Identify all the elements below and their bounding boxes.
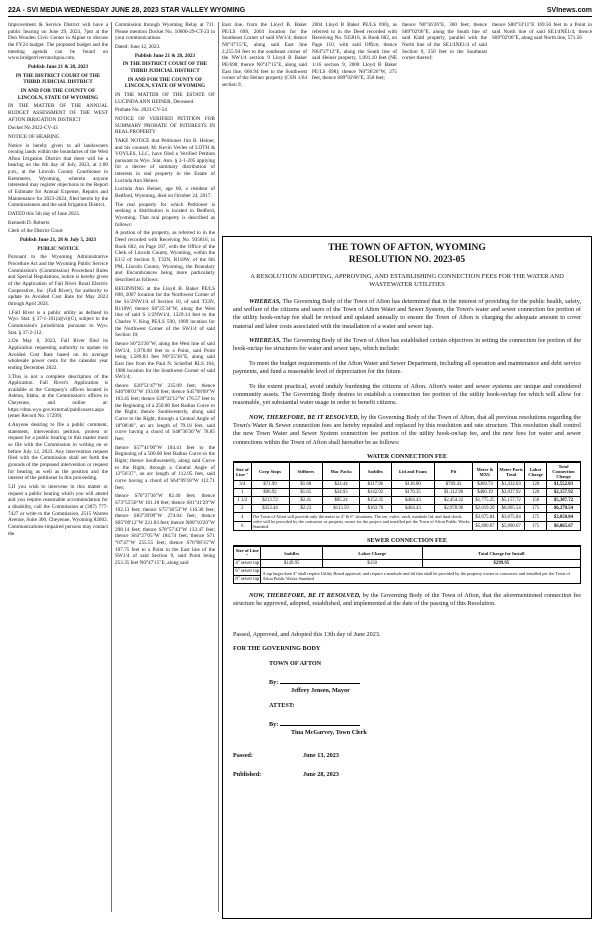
passed-date: June 13, 2023 [303,752,339,760]
legal-paragraph: Notice is hereby given to all landowners owning lands within the boundaries of the West Afton Irrigation District that there will be a hearing on the 6th day of July, 2023, at 1:00 p.m., at the Lincoln County Courthouse in Kemmerer, Wyoming, wherein anyone interested may register objections to the Report of Estimate for Annual Expense, Repairs and Maintenance for 2023-2024, filed herein by the Commissioners and the said Irrigation District. [8,142,108,209]
whereas-lead: WHEREAS, [249,337,281,345]
table-cell: $1.68 [289,481,323,489]
table-cell: $5,890.67 [498,522,525,531]
column-header: Pit [435,463,473,481]
legal-paragraph: A portion of the property, as referred to in the Deed recorded with Receiving No. 935816, in Book 682, on Page 107, with the Office of the Clerk of Lincoln County, Wyoming, within the E1/2 of Section 9, T33N, R118W, of the 6th PM, Lincoln County, Wyoming, the Boundary and Encumbrances being more particularly described as follows: [115,230,215,283]
legal-paragraph: 1.Fall River is a public utility as defined in Wyo. Stat. § 37-1-101(a)(vi)(C), subject to the Commission's jurisdiction pursuant to Wyo. Stat. § 37-2-112. [8,309,108,336]
whereas-paragraph-1 [233,298,581,331]
table-cell: 8" sewer tap [235,577,260,583]
objective-2: To the extent practical, avoid unduly burdening the citizens of Afton. Afton's water and sewer systems are unique and considered community assets. The Governing Body desires to establish a connection fee portion of the utility hook-on/tap fee which will allow for reasonable, yet substantial water usage in order to benefit citizens. [233,382,581,407]
resolution-title-number: RESOLUTION NO. 2023-05 [348,254,466,265]
table-cell: 175 [525,513,547,522]
table-cell: 120 [525,489,547,497]
table-cell: 175 [525,522,547,531]
table-cell: $353.44 [251,505,289,513]
column-divider [111,22,112,912]
table-cell: $213.72 [251,497,289,505]
mayor-signature-line [269,675,581,688]
legal-column-1 [8,22,108,912]
legal-paragraph: thence S57°41'00"W 104.41 feet to the Beginning of a 500.00 feet Radius Curve to the Right; thence Southwesterly, along said Curve to the Right, through a Central Angle of 12°56'37", an arc length of 112.95 feet, said curve having a chord of S64°09'18"W 112.71 feet; [115,444,215,491]
legal-paragraph: Kenneth D. Roberts [8,219,50,226]
published-row [233,771,581,780]
sewer-table-header [234,547,581,560]
table-cell: 4" sewer tap [235,561,260,567]
legal-paragraph: Publish June 21 & 28, 2023 [134,52,196,59]
legal-paragraph: NOTICE OF VERIFIED PETITION FOR SUMMARY PROBATE OF INTERESTS IN REAL PROPERTY [115,115,215,136]
table-cell: $1.65 [289,489,323,497]
column-header: Meter Parts Total [498,463,525,481]
column-header: Labor Charge [525,463,547,481]
legal-paragraph: Publish June 21 & 28, 2023 [27,63,89,70]
column-header: Saddles [261,547,322,560]
table-cell: $3,850.84 [546,513,580,522]
legal-paragraph: IN AND FOR THE COUNTY OF LINCOLN, STATE OF WYOMING [124,76,206,90]
header-left: 22A - SVI MEDIA WEDNESDAY JUNE 28, 2023 STAR VALLEY WYOMING [8,6,246,14]
legal-column-4: 2004 Lloyd B Baker PE/LS 690), as referred to in the Deed recorded with Receiving No. 935816, in Book 682, on Page 110, with said Office; thence N64°27'12"E, along the South line of said Heiner property, 1,091.10 feet (NE 1/16 section 9, 2008 Lloyd B Baker PE/LS 698); thence N0°36'26"W, 275 feet, thence S89°02'06"E, 350 feet; [312,22,397,82]
table-cell: $6,095.54 [498,505,525,513]
legal-paragraph: thence S28°51'47"W 235.09 feet; thence S40°08'03"W 193.00 feet; thence S45°08'09"W 103.45 feet; thence S39°32'12"W 176.57 feet to the Beginning of a 250.00 feet Radius Curve to the Right; thence Southwesterly, along said Curve to the Right, through a Central Angle of 18°08'48", an arc length of 79.18 feet, said curve having a chord of S48°36'36"W 78.85 feet; [115,382,215,443]
table-cell: $2,454.32 [435,497,473,505]
legal-paragraph: Lucinda Ann Heiner, age 60, a resident of Bedford, Wyoming, died on October 24, 2017. [115,186,215,200]
legal-paragraph: Docket No 2022-CV-43 [8,125,58,132]
column-header: Labor Charge [322,547,422,560]
table-cell: $6,065.67 [546,522,580,531]
legal-paragraph: IN THE MATTER OF THE ESTATE OF LUCINDA ANN HEINER, Deceased. [115,91,215,105]
attest-label: ATTEST: [269,702,295,710]
signature-line [280,675,360,684]
column-header: Size of Line " [234,547,261,560]
legal-paragraph: 3.This is not a complete description of the Application. Fall River's Application is available at the Company's offices located in Ashton, Idaho, at the Commission's offices in Cheyenne, and online at: https://dms.wyo.gov/external/publicusers.aspx (enter Record No. 17299). [8,373,108,420]
column-header: Total Charge for Install [422,547,580,560]
legal-paragraph: Pursuant to the Wyoming Administrative Procedure Act and the Wyoming Public Service Commission's (Commission) Procedural Rules and Special Regulations, notice is hereby given of the Application of Fall River Rural Electric Cooperative, Inc. (Fall River), for authority to update its Avoided Cost Rate for May 2023 through April 2024. [8,254,108,307]
table-row [234,481,581,489]
legal-column-2 [115,22,215,912]
sewer-fee-table [233,546,581,584]
table-cell: $34.93 [323,489,360,497]
resolved-lead: NOW, THEREFORE, BE IT RESOLVED, [249,413,360,421]
table-cell: 150 [525,497,547,505]
table-cell: $5,890.67 [472,522,497,531]
whereas-text: The Governing Body of the Town of Afton has determined that in the interest of providing for the public health, safety, and welfare of the citizens and users of the Town of Afton Water and Sewer System, the Town's water and sewer connection fee portion of the utility hook-on/tap fee shall be revised and updated annually to ensure the Town of Afton is charging the adequate amount to cover material and labor costs associated with the installation of a water and sewer tap. [233,297,581,330]
water-table-header [234,463,581,481]
legal-paragraph: BEGINNING at the Lloyd B. Baker PE/LS 698, 2007 location for the Northwest Corner of the S1/2NW1/4 of Section 10, of said T33N, R118W; thence S0°25'34"W, along the West line of said S 1/2NW1/4, 1329.14 feet to the Charles V. King PE/LS 590, 1989 location for the Northwest Corner of the SW1/4 of said Section 10; [115,285,215,339]
table-cell: $1,552.03 [546,481,580,489]
legal-paragraph: 2.On May 8, 2023, Fall River filed its Application requesting authority to update its Avoided Cost Rate based on its average wholesale power costs for the calendar year ending December 2022. [8,338,108,371]
passed-row [233,752,581,761]
table-cell: 1 1/2 [234,497,252,505]
water-fee-table [233,462,581,531]
legal-paragraph: IN THE DISTRICT COURT OF THE THIRD JUDICIAL DISTRICT [15,72,101,86]
table-cell: $5,307.72 [546,497,580,505]
header-rule [8,16,592,17]
signature-block [233,631,581,780]
clerk-signature-line [269,717,581,730]
table-cell: 6" sewer tap [235,569,260,575]
resolution-title [233,243,581,267]
legal-column-6: thence S80°33'11"E 169.50 feet to a Point in said North line of said SE1/4NE1/4; thence S89°02'06"E, along said North line, 571.56 [492,22,592,42]
resolved-lead: NOW, THEREFORE, BE IT RESOLVED, [249,592,361,600]
table-cell: $3,675.84 [472,513,497,522]
table-cell: $136.80 [391,481,435,489]
table-cell: $2,019.20 [472,505,497,513]
published-date: June 28, 2023 [303,770,339,778]
table-cell: $2.41 [289,497,323,505]
table-row [234,497,581,505]
resolution-subtitle: A RESOLUTION ADOPTING, APPROVING, AND ESTABLISHING CONNECTION FEES FOR THE WATER AND WASTEWATER UTILITIES [250,272,564,289]
governing-body-label: FOR THE GOVERNING BODY [233,645,321,653]
whereas-lead: WHEREAS, [249,297,281,305]
resolution-box [222,236,592,919]
legal-paragraph: TAKE NOTICE that Petitioner Jim R. Heiner, and his counsel, M. Kevin Vevles of LOTH & VOYLES, LLC, have filed a Verified Petition pursuant to Wyo. Stat. Ann. § 2-1-205 applying for a decree of summary distribution of interests in real property in the Estate of Lucinda Ann Heiner. [115,137,215,184]
legal-paragraph: 5.If you wish to intervene in this matter or request a public hearing which you will attend and you require reasonable accommodation for a disability, call the Commission at (307) 777-7427 or write to the Commission, 2515 Warren Avenue, Suite 300, Cheyenne, Wyoming 82002. Communications-impaired persons may contact the [8,484,108,537]
by-label: By: [269,720,279,728]
table-cell: 2 [234,505,252,513]
table-cell: $464.43 [391,505,435,513]
resolved-paragraph-1 [233,414,581,447]
whereas-text: The Governing Body of the Town of Afton has established certain objectives in setting the connection fee portion of the hook-on/tap fee structures for water and sewer taps, which include: [233,337,581,353]
resolution-title-town: THE TOWN OF AFTON, WYOMING [328,243,486,253]
column-divider [218,22,219,912]
legal-paragraph: Clerk of the District Court [8,228,63,235]
legal-paragraph: DATED this 5th day of June 2023. [8,211,80,218]
column-header: Saddles [360,463,391,481]
clerk-name: Tina McGarvey, Town Clerk [291,729,367,737]
table-cell: $6,270.54 [546,505,580,513]
town-label: TOWN OF AFTON [269,660,322,668]
table-cell: $96.92 [251,489,289,497]
legal-paragraph: IN THE MATTER OF THE ANNUAL BUDGET ASSESSMENT OF THE WEST AFTON IRRIGATION DISTRICT [8,103,108,123]
legal-paragraph: Dated: June 12, 2023. [115,43,161,50]
table-cell: $24.44 [323,481,360,489]
page-header [8,4,592,16]
column-header: Corp Stops [251,463,289,481]
legal-paragraph: IN AND FOR THE COUNTY OF LINCOLN, STATE OF WYOMING [17,87,99,101]
table-cell: $3,675.84 [498,513,525,522]
signature-line [280,717,360,726]
legal-column-3: East line, from the Lloyd B. Baker PE/LS 698, 2003 location for the Southeast Corner of said SW1/4; thence N0°47'15"E, along said East line 2,255.94 feet to the southeast corner of the NW1/4 section 9 Lloyd B Baker PE/698, thence N0°47'15"E, along said East line, 666.94 feet to the Southwest corner of the Heiner property (CSN 1/64 section 9, [222,22,307,88]
table-row [234,505,581,513]
legal-paragraph: 4.Anyone desiring to file a public comment, statement, intervention petition, protest or request for a public hearing in this matter must so file with the Commission in writing on or before July 12, 2023. Any intervention request filed with the Commission shall set forth the grounds of the proposed intervention or request for hearing as well as the position and the interest of the petitioner in this proceeding. [8,422,108,482]
legal-paragraph: The real property for which Petitioner is seeking a distribution is located in Bedford, Wyoming. That real property is described as follows: [115,201,215,228]
table-cell: $150 [322,560,422,568]
table-cell: $1,112.96 [435,489,473,497]
table-cell: $95.24 [323,497,360,505]
objective-1: To meet the budget requirements of the Afton Water and Sewer Department, including all operation and maintenance and debt service payments, and fund a reasonable level of depreciation for the future. [233,359,581,376]
table-cell: $149.95 [261,560,322,568]
whereas-paragraph-2 [233,337,581,354]
legal-column-5: thence N0°36'26"E, 300 feet; thence S89°02'06"E, along the South line of said Kidd property, parallel with the North line of the SE1/4NE1/4 of said Section 9, 250 feet to the Southeast corner thereof; [402,22,487,62]
table-row [234,513,581,522]
resolved-text: by the Governing Body of the Town of Afton, that the aforementioned connection fee structure be approved, adopted, established, and implemented at the date of the passing of this Resolution. [233,592,581,608]
table-cell: $369.73 [472,481,497,489]
column-header: Meter & MXU [472,463,497,481]
table-row [234,560,581,568]
table-cell: $170.35 [391,489,435,497]
table-row [234,568,581,576]
table-cell: 1 [234,489,252,497]
resolved-paragraph-2 [233,592,581,609]
water-fee-caption: WATER CONNECTION FEE [233,453,581,462]
legal-paragraph: NOTICE OF HEARING [8,133,60,140]
table-cell: 3/4 [234,481,252,489]
header-right: SVInews.com [546,6,592,14]
legal-paragraph: IN THE DISTRICT COURT OF THE THIRD JUDICIAL DISTRICT [122,61,208,74]
adopted-line: Passed, Approved, and Adopted this 13th day of June 2023. [233,630,381,638]
table-cell: $2,978.96 [435,505,473,513]
water-table-body [234,481,581,531]
table-cell: $71.99 [251,481,289,489]
legal-paragraph: Publish June 21, 28 & July 5, 2023 [19,237,97,244]
table-cell: $2.23 [289,505,323,513]
legal-paragraph: PUBLIC NOTICE [37,245,79,252]
table-cell: 175 [525,505,547,513]
table-cell: $299.95 [422,560,580,568]
table-cell: 4 [234,513,252,522]
table-cell: $2,157.92 [546,489,580,497]
column-header: Mac Packs [323,463,360,481]
table-cell: $1,432.03 [498,481,525,489]
table-cell: $464.43 [391,497,435,505]
table-cell: $5,157.72 [498,497,525,505]
table-cell: $480.19 [472,489,497,497]
column-header: Total Connection Charge [546,463,580,481]
column-header: Lid and Foam [391,463,435,481]
sewer-table-body [234,560,581,584]
table-cell: 120 [525,481,547,489]
table-cell: $142.92 [360,489,391,497]
table-cell: $152.35 [360,497,391,505]
legal-paragraph: Commission through Wyoming Relay at 711. Please mention Docket No. 10000-29-CT-23 in your communications. [115,22,215,42]
legal-paragraph: thence S0°23'36"W, along the West line of said SW1/4, 1,070.68 feet to a Point, said Point being 1,589.83 feet N0°25'36"E, along said East line from the Paul N. Scherbel RLS 164, 1980 location for the Southwest Corner of said SW1/4; [115,340,215,381]
published-label: Published: [233,770,262,778]
table-cell: $2,037.92 [498,489,525,497]
resolved-text: by the Governing Body of the Town of Afton, that all previous resolutions regarding the Town's Water & Sewer connection fees are hereby repealed and replaced by this resolution and rate structure. This resolution shall control the new Town Water and Sewer System connection fee portion of the utility hook-on/tap fee, and the new fees for water and sewer connections within the Town of Afton shall hereafter be as follows: [233,413,581,446]
water-note-cell: The Town of Afton will provide only the meter in 4" & 6" situations. The tee, valve, vault, manhole lid, and dual check valve will be provided by the contractor or property owner for the project and installed per the Town of Afton Public Works Standard. [251,513,472,531]
table-cell: $113.59 [323,505,360,513]
passed-label: Passed: [233,752,253,760]
mayor-name: Jeffrey Jensen, Mayor [291,687,350,695]
table-cell: $709.43 [435,481,473,489]
legal-paragraph: thence S70°37'36"W 82.40 feet; thence S73°55'50"W 161.18 feet; thence S81°41'29"W 102.13 feet; thence S75°36'53"W 116.30 feet; thence S83°39'09"W 274.04 feet; thence S85°09'12"W 221.83 feet; thence N80°10'20"W 398.14 feet; thence S78°57'43"W 133.47 feet; thence S63°27'05"W 184.74 feet; thence S71 °07'47"W 255.55 feet; thence S76°08'15"W 107.75 feet to a Point in the East line of the SW1/4 of said Section 9, said Point being 253.35 feet N0°47'15"E, along said [115,493,215,566]
by-label: By: [269,678,279,686]
legal-paragraph: Improvement & Service District will have a public hearing on June 29, 2023, 7pm at the Don Wooden Civic Center in Alpine to discuss the FY24 budget. The proposed budget and the meeting agenda can be found on www.bridgerriverranchpoa.com. [8,22,108,62]
table-cell: $1,775.25 [472,497,497,505]
table-row [234,489,581,497]
table-cell: $163.78 [360,505,391,513]
sewer-note-cell: A tap larger than 4" shall require Utility Board approval, and require a manhole and lid that shall be provided by the property owner or contractor and installed per the Town of Afton Public Works Standard [261,568,581,584]
legal-paragraph: Probate No. 2023-CV-54 [115,107,167,114]
table-cell: 6 [234,522,252,531]
column-header: Size of Line " [234,463,252,481]
table-cell: $117.96 [360,481,391,489]
column-header: Stiffners [289,463,323,481]
sewer-fee-caption: SEWER CONNECTION FEE [233,537,581,546]
